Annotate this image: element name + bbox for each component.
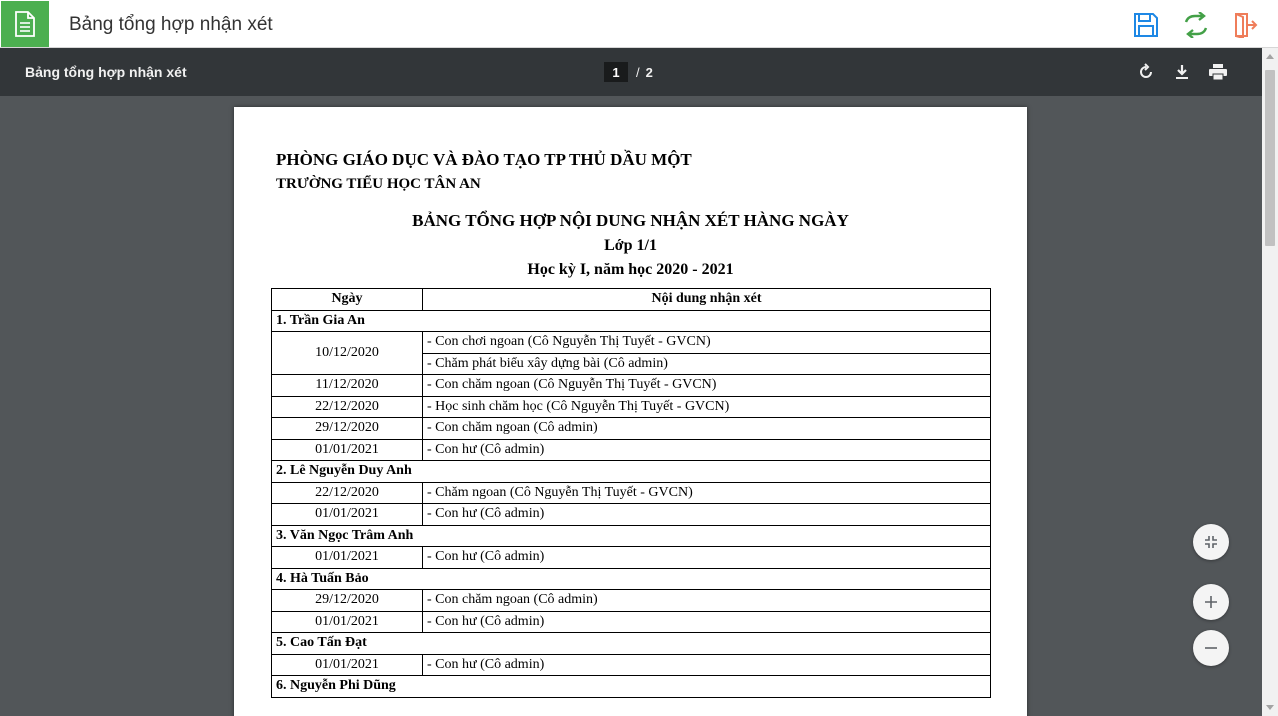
table-row: [272, 418, 991, 440]
comment-text: - Con hư (Cô admin): [423, 654, 991, 676]
zoom-in-button[interactable]: [1193, 584, 1229, 620]
student-name: 2. Lê Nguyễn Duy Anh: [272, 461, 991, 483]
comment-text: - Con hư (Cô admin): [423, 504, 991, 526]
fit-page-button[interactable]: [1193, 524, 1229, 560]
comment-text: - Chăm ngoan (Cô Nguyễn Thị Tuyết - GVCN): [423, 482, 991, 504]
column-header-date: Ngày: [272, 289, 423, 311]
student-name: 5. Cao Tấn Đạt: [272, 633, 991, 655]
pdf-page: [234, 107, 1027, 716]
exit-button[interactable]: [1231, 10, 1261, 40]
comment-text: - Chăm phát biểu xây dựng bài (Cô admin): [423, 353, 991, 375]
table-row: [272, 504, 991, 526]
comment-date: 01/01/2021: [272, 547, 423, 569]
student-row: [272, 633, 991, 655]
sync-icon: [1182, 12, 1210, 38]
table-row: [272, 611, 991, 633]
comment-date: 01/01/2021: [272, 439, 423, 461]
student-row: [272, 525, 991, 547]
comments-table: [271, 288, 991, 698]
comment-date: 22/12/2020: [272, 482, 423, 504]
download-button[interactable]: [1170, 60, 1194, 84]
table-row: [272, 482, 991, 504]
comment-text: - Con chăm ngoan (Cô admin): [423, 590, 991, 612]
scrollbar-thumb[interactable]: [1265, 70, 1275, 246]
download-icon: [1173, 63, 1191, 81]
table-header-row: [272, 289, 991, 311]
comment-date: 01/01/2021: [272, 654, 423, 676]
rotate-button[interactable]: [1134, 60, 1158, 84]
report-term: Học kỳ I, năm học 2020 - 2021: [527, 261, 734, 278]
report-title: BẢNG TỔNG HỢP NỘI DUNG NHẬN XÉT HÀNG NGÀY: [412, 211, 849, 230]
print-button[interactable]: [1206, 60, 1230, 84]
comment-text: - Con hư (Cô admin): [423, 611, 991, 633]
school-heading: TRƯỜNG TIỂU HỌC TÂN AN: [276, 176, 481, 192]
student-row: [272, 310, 991, 332]
pdf-viewer-area[interactable]: [0, 96, 1262, 716]
comment-text: - Con hư (Cô admin): [423, 439, 991, 461]
page-indicator: [604, 62, 653, 82]
comment-date: 29/12/2020: [272, 418, 423, 440]
comment-date: 01/01/2021: [272, 504, 423, 526]
student-row: [272, 676, 991, 698]
save-icon: [1133, 12, 1159, 38]
refresh-button[interactable]: [1181, 10, 1211, 40]
scroll-up-icon[interactable]: [1266, 54, 1274, 59]
document-title: Bảng tổng hợp nhận xét: [25, 64, 187, 80]
page-separator: /: [636, 64, 640, 80]
comment-date: 22/12/2020: [272, 396, 423, 418]
comment-text: - Con chơi ngoan (Cô Nguyễn Thị Tuyết - GVCN): [423, 332, 991, 354]
table-row: [272, 332, 991, 354]
fit-page-icon: [1204, 535, 1218, 549]
vertical-scrollbar[interactable]: [1262, 48, 1278, 716]
comment-date: 11/12/2020: [272, 375, 423, 397]
table-row: [272, 590, 991, 612]
student-name: 6. Nguyễn Phi Dũng: [272, 676, 991, 698]
student-row: [272, 461, 991, 483]
column-header-comment: Nội dung nhận xét: [423, 289, 991, 311]
table-row: [272, 375, 991, 397]
table-row: [272, 396, 991, 418]
rotate-icon: [1137, 63, 1155, 81]
exit-icon: [1233, 12, 1259, 38]
table-row: [272, 547, 991, 569]
comment-text: - Học sinh chăm học (Cô Nguyễn Thị Tuyết - GVCN): [423, 396, 991, 418]
zoom-out-icon: [1204, 641, 1218, 655]
scroll-down-icon[interactable]: [1266, 705, 1274, 710]
page-total: 2: [645, 64, 653, 80]
comment-date: 01/01/2021: [272, 611, 423, 633]
document-icon: [14, 11, 36, 37]
comment-text: - Con hư (Cô admin): [423, 547, 991, 569]
comment-date: 29/12/2020: [272, 590, 423, 612]
app-header: [0, 0, 1278, 48]
student-name: 1. Trần Gia An: [272, 310, 991, 332]
comment-text: - Con chăm ngoan (Cô Nguyễn Thị Tuyết - GVCN): [423, 375, 991, 397]
report-class: Lớp 1/1: [604, 237, 657, 254]
comment-date: 10/12/2020: [272, 332, 423, 375]
zoom-in-icon: [1204, 595, 1218, 609]
zoom-out-button[interactable]: [1193, 630, 1229, 666]
department-heading: PHÒNG GIÁO DỤC VÀ ĐÀO TẠO TP THỦ DẦU MỘT: [276, 150, 692, 169]
table-row: [272, 654, 991, 676]
student-name: 4. Hà Tuấn Bảo: [272, 568, 991, 590]
page-number-input[interactable]: 1: [604, 62, 628, 82]
comment-text: - Con chăm ngoan (Cô admin): [423, 418, 991, 440]
app-logo: [1, 1, 49, 47]
app-title: Bảng tổng hợp nhận xét: [69, 14, 273, 35]
print-icon: [1208, 63, 1228, 81]
student-row: [272, 568, 991, 590]
save-button[interactable]: [1131, 10, 1161, 40]
pdf-toolbar: [0, 48, 1278, 96]
student-name: 3. Văn Ngọc Trâm Anh: [272, 525, 991, 547]
table-row: [272, 439, 991, 461]
